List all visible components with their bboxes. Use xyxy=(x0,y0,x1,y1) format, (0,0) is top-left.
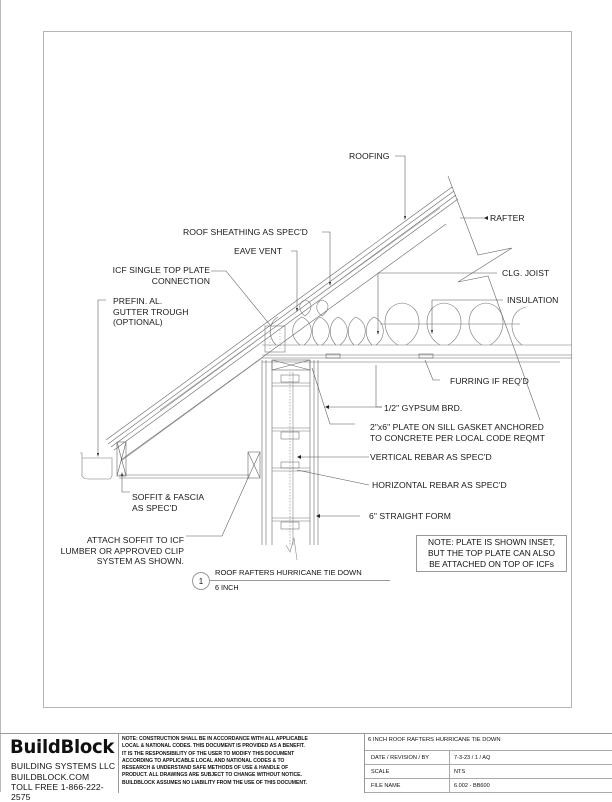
info-key: FILE NAME xyxy=(371,783,401,789)
detail-callout-subtitle: 6 INCH xyxy=(215,583,239,592)
info-value: NTS xyxy=(454,769,466,775)
disclaimer-line: NOTE: CONSTRUCTION SHALL BE IN ACCORDANCE WITH ALL APPLICABLE xyxy=(122,736,308,742)
note-line2: BUT THE TOP PLATE CAN ALSO xyxy=(427,548,556,558)
label-roofing: ROOFING xyxy=(349,151,390,161)
disclaimer-note xyxy=(118,734,365,793)
note-line1: NOTE: PLATE IS SHOWN INSET, xyxy=(428,537,555,547)
label-soffit-line2: AS SPEC'D xyxy=(132,502,178,513)
label-rafter: RAFTER xyxy=(490,213,525,223)
info-divider xyxy=(449,751,450,764)
info-value: 6.002 - BB600 xyxy=(454,783,490,789)
info-divider xyxy=(449,765,450,778)
label-soffit-fascia xyxy=(132,492,204,513)
label-clg-joist: CLG. JOIST xyxy=(502,268,550,278)
disclaimer-line: PRODUCT. ALL DRAWINGS ARE SUBJECT TO CHANGE WITHOUT NOTICE. xyxy=(122,772,302,779)
label-roof-sheathing: ROOF SHEATHING AS SPEC'D xyxy=(183,227,308,237)
label-attach-soffit xyxy=(50,535,184,567)
label-gypsum: 1/2" GYPSUM BRD. xyxy=(384,403,463,413)
sheet-title: 6 INCH ROOF RAFTERS HURRICANE TIE DOWN xyxy=(368,737,501,743)
company-name: BUILDING SYSTEMS LLC xyxy=(11,761,116,771)
disclaimer-line: ACCORDING TO APPLICABLE LOCAL AND NATIONAL CODES & TO xyxy=(122,757,285,764)
label-eave-vent: EAVE VENT xyxy=(234,246,283,256)
detail-callout-number: 1 xyxy=(192,572,210,590)
info-value: 7-3-23 / 1 / AQ xyxy=(454,755,491,761)
info-row-scale xyxy=(365,764,612,778)
label-icf-top-plate-line1: ICF SINGLE TOP PLATE xyxy=(112,265,210,275)
label-gutter xyxy=(113,296,188,328)
note-line3: BE ATTACHED ON TOP OF ICFs xyxy=(429,559,554,569)
sheet-info xyxy=(365,734,612,793)
label-attach-line1: ATTACH SOFFIT TO ICF xyxy=(86,535,184,545)
plate-note-box xyxy=(416,535,567,572)
company-logo-block xyxy=(0,734,119,802)
label-gutter-line2: GUTTER TROUGH xyxy=(113,306,189,317)
disclaimer-line: RESEARCH & UNDERSTAND SAFE METHODS OF USE & HANDLE OF xyxy=(122,765,289,772)
brand-logo: BuildBlock xyxy=(10,736,115,758)
label-vertical-rebar: VERTICAL REBAR AS SPEC'D xyxy=(370,452,492,462)
detail-callout-title: ROOF RAFTERS HURRICANE TIE DOWN xyxy=(215,568,362,577)
info-divider xyxy=(449,779,450,792)
disclaimer-line: BUILDBLOCK ASSUMES NO LIABILITY FROM THE USE OF THIS DOCUMENT. xyxy=(122,779,307,786)
label-attach-line3: SYSTEM AS SHOWN. xyxy=(96,556,184,566)
info-key: DATE / REVISION / BY xyxy=(371,755,430,761)
label-sill-plate-line2: TO CONCRETE PER LOCAL CODE REQMT xyxy=(370,432,545,443)
label-icf-top-plate xyxy=(103,265,210,286)
info-key: SCALE xyxy=(371,769,390,775)
label-attach-line2: LUMBER OR APPROVED CLIP xyxy=(60,545,184,556)
detail-callout-rule xyxy=(210,580,390,581)
company-website: BUILDBLOCK.COM xyxy=(11,772,90,782)
label-straight-form: 6" STRAIGHT FORM xyxy=(369,511,451,521)
label-icf-top-plate-line2: CONNECTION xyxy=(151,275,210,286)
company-phone: TOLL FREE 1-866-222-2575 xyxy=(11,782,104,802)
title-block xyxy=(0,733,612,802)
label-gutter-line3: (OPTIONAL) xyxy=(113,317,163,327)
disclaimer-line: LOCAL & NATIONAL CODES. THIS DOCUMENT IS PROVIDED AS A BENEFIT. xyxy=(122,743,305,750)
label-furring: FURRING IF REQ'D xyxy=(450,376,529,386)
label-sill-plate-line1: 2"x6" PLATE ON SILL GASKET ANCHORED xyxy=(370,422,544,432)
label-horizontal-rebar: HORIZONTAL REBAR AS SPEC'D xyxy=(372,480,507,490)
label-insulation: INSULATION xyxy=(507,295,559,305)
info-row-date-revision xyxy=(365,750,612,764)
label-gutter-line1: PREFIN. AL. xyxy=(113,296,163,306)
disclaimer-line: IT IS THE RESPONSIBILITY OF THE USER TO MODIFY THIS DOCUMENT xyxy=(122,750,295,757)
label-sill-plate xyxy=(370,422,545,443)
info-row-file-name xyxy=(365,778,612,793)
label-soffit-line1: SOFFIT & FASCIA xyxy=(132,492,205,502)
